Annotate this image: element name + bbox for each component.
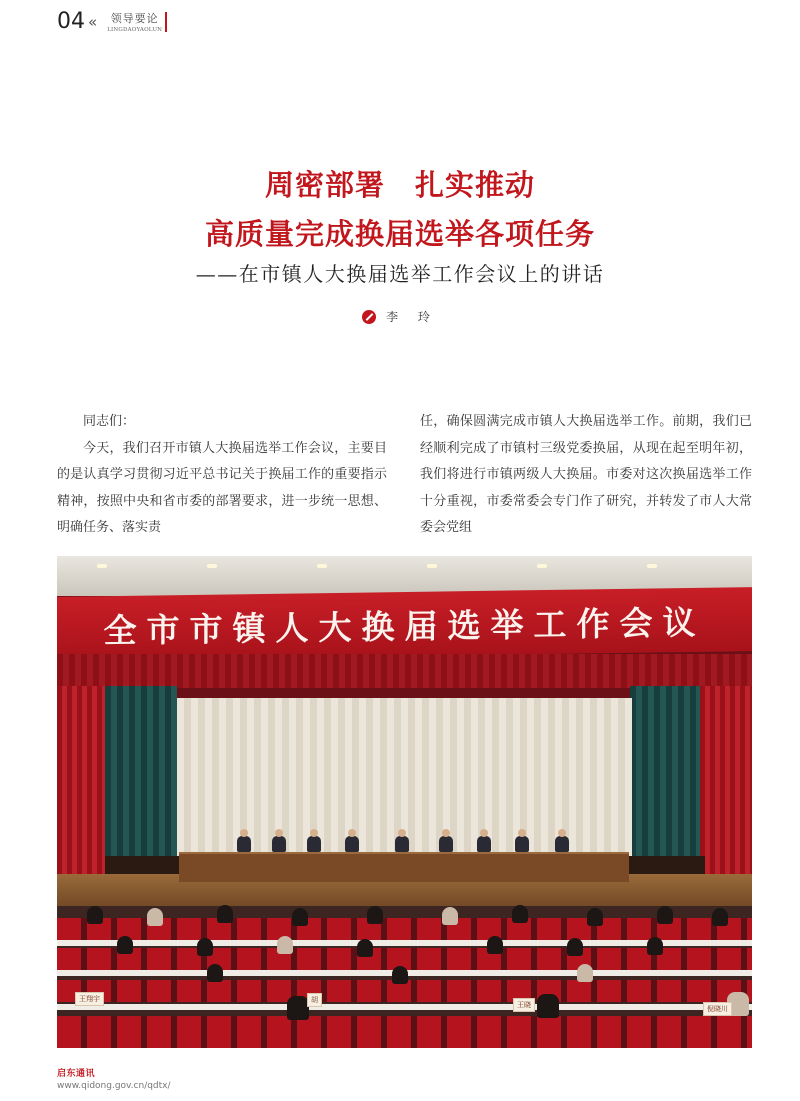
- audience-person: [442, 907, 458, 925]
- audience-person: [577, 964, 593, 982]
- curtain-left: [57, 686, 105, 891]
- audience-person: [197, 938, 213, 956]
- audience-person: [537, 994, 559, 1018]
- seat-row: [57, 1016, 752, 1048]
- paragraph-salutation: 同志们：: [83, 414, 136, 429]
- nameplate: 王晓: [513, 998, 535, 1012]
- audience-person: [392, 966, 408, 984]
- podium-person: [555, 836, 569, 852]
- conference-banner: [57, 587, 752, 661]
- chevron-left-icon: «: [88, 13, 98, 31]
- audience-person: [647, 937, 663, 955]
- author-name: 李 玲: [386, 310, 438, 324]
- desk-row: [57, 1004, 752, 1010]
- audience-person: [287, 996, 309, 1020]
- nameplate: 王翔宇: [75, 992, 104, 1006]
- footer-url: www.qidong.gov.cn/qdtx/: [57, 1081, 171, 1091]
- podium-table: [179, 852, 629, 882]
- audience-person: [292, 908, 308, 926]
- nameplate: 倪晓川: [703, 1002, 732, 1016]
- audience-person: [357, 939, 373, 957]
- banner-text: 全市市镇人大换届选举工作会议: [103, 602, 706, 650]
- section-title: 领导要论: [110, 12, 159, 25]
- page-number: 04: [57, 9, 85, 34]
- audience-person: [712, 908, 728, 926]
- audience-person: [87, 906, 103, 924]
- audience-person: [567, 938, 583, 956]
- section-divider: [165, 12, 167, 32]
- article-title-line2: 高质量完成换届选举各项任务: [204, 217, 595, 251]
- page-header: [57, 8, 167, 38]
- drape-right: [630, 686, 700, 878]
- paragraph-continued: 任，确保圆满完成市镇人大换届选举工作。前期，我们已经顺利完成了市镇村三级党委换届，从现在起至明年初，我们将进行市镇两级人大换届。市委对这次换届选举工作十分重视，市委常委会专门作了研究，并转发了市人大常委会党组: [420, 414, 752, 535]
- curtain-right: [700, 686, 752, 896]
- body-column-right: [420, 409, 752, 542]
- footer-brand: 启东通讯: [57, 1069, 96, 1079]
- audience-person: [487, 936, 503, 954]
- drape-left: [105, 686, 177, 876]
- podium-person: [237, 836, 251, 852]
- audience-person: [277, 936, 293, 954]
- article-subtitle: ——在市镇人大换届选举工作会议上的讲话: [195, 262, 605, 286]
- nameplate: 胡: [307, 993, 322, 1007]
- body-column-left: [57, 409, 387, 542]
- audience-person: [217, 905, 233, 923]
- section-label: [107, 8, 162, 34]
- podium-person: [477, 836, 491, 852]
- audience-person: [587, 908, 603, 926]
- paragraph-opening: 今天，我们召开市镇人大换届选举工作会议，主要目的是认真学习贯彻习近平总书记关于换届工作的重要指示精神，按照中央和省市委的部署要求，进一步统一思想、明确任务、落实责: [57, 440, 387, 535]
- podium-person: [272, 836, 286, 852]
- podium-person: [395, 836, 409, 852]
- article-title-line1: 周密部署 扎实推动: [264, 168, 535, 202]
- pen-icon: [362, 310, 376, 324]
- podium-person: [345, 836, 359, 852]
- audience-person: [367, 906, 383, 924]
- audience-person: [147, 908, 163, 926]
- meeting-photo: [57, 556, 752, 1048]
- author-byline: [0, 308, 800, 325]
- audience-person: [207, 964, 223, 982]
- audience-person: [117, 936, 133, 954]
- page-footer: [57, 1069, 171, 1092]
- section-pinyin: LINGDAOYAOLUN: [107, 27, 163, 33]
- podium-person: [439, 836, 453, 852]
- audience-person: [657, 906, 673, 924]
- audience-person: [512, 905, 528, 923]
- stage-valance: [57, 654, 752, 688]
- podium-person: [515, 836, 529, 852]
- podium-person: [307, 836, 321, 852]
